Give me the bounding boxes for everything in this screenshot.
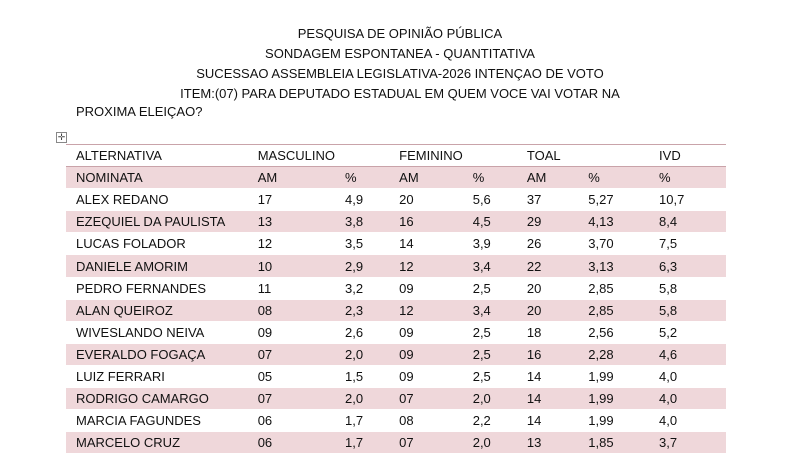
- value-cell: 3,4: [463, 255, 517, 277]
- value-cell: 2,0: [463, 432, 517, 454]
- value-cell: 2,56: [578, 321, 649, 343]
- value-cell: 37: [517, 189, 578, 211]
- value-cell: 2,9: [335, 255, 389, 277]
- candidate-name-cell: LUIZ FERRARI: [66, 365, 248, 387]
- header-cell: ALTERNATIVA: [66, 145, 248, 167]
- value-cell: 09: [389, 321, 463, 343]
- value-cell: 2,5: [463, 277, 517, 299]
- value-cell: 5,2: [649, 321, 726, 343]
- value-cell: 8,4: [649, 211, 726, 233]
- header-line-3: SUCESSAO ASSEMBLEIA LEGISLATIVA-2026 INTENÇAO DE VOTO: [196, 66, 604, 81]
- document-header: [0, 24, 800, 122]
- candidate-name-cell: EVERALDO FOGAÇA: [66, 343, 248, 365]
- value-cell: 1,99: [578, 410, 649, 432]
- value-cell: 20: [517, 299, 578, 321]
- value-cell: 14: [389, 233, 463, 255]
- value-cell: 07: [389, 432, 463, 454]
- value-cell: 1,85: [578, 432, 649, 454]
- header-cell: FEMININO: [389, 145, 463, 167]
- value-cell: 05: [248, 365, 335, 387]
- value-cell: 3,70: [578, 233, 649, 255]
- table-row: [66, 299, 726, 321]
- value-cell: 16: [389, 211, 463, 233]
- table-row: [66, 321, 726, 343]
- value-cell: 06: [248, 432, 335, 454]
- value-cell: 2,0: [463, 388, 517, 410]
- value-cell: 4,13: [578, 211, 649, 233]
- value-cell: 2,6: [335, 321, 389, 343]
- value-cell: 3,2: [335, 277, 389, 299]
- subheader-cell: %: [335, 167, 389, 189]
- value-cell: 2,5: [463, 321, 517, 343]
- value-cell: 29: [517, 211, 578, 233]
- value-cell: 1,7: [335, 432, 389, 454]
- value-cell: 7,5: [649, 233, 726, 255]
- value-cell: 06: [248, 410, 335, 432]
- header-cell: IVD: [649, 145, 726, 167]
- value-cell: 07: [248, 343, 335, 365]
- table-row: [66, 255, 726, 277]
- table-row: [66, 189, 726, 211]
- table-row: [66, 343, 726, 365]
- value-cell: 5,8: [649, 299, 726, 321]
- value-cell: 4,6: [649, 343, 726, 365]
- value-cell: 14: [517, 410, 578, 432]
- subheader-cell: %: [649, 167, 726, 189]
- group-header-row: [66, 145, 726, 167]
- value-cell: 14: [517, 365, 578, 387]
- candidate-name-cell: MARCIA FAGUNDES: [66, 410, 248, 432]
- value-cell: 2,3: [335, 299, 389, 321]
- value-cell: 2,85: [578, 299, 649, 321]
- candidate-name-cell: LUCAS FOLADOR: [66, 233, 248, 255]
- value-cell: 09: [248, 321, 335, 343]
- header-cell: [463, 145, 517, 167]
- candidate-name-cell: ALEX REDANO: [66, 189, 248, 211]
- header-line-1: PESQUISA DE OPINIÃO PÚBLICA: [297, 26, 503, 41]
- value-cell: 12: [389, 255, 463, 277]
- move-cross-icon[interactable]: ✛: [57, 132, 66, 142]
- value-cell: 4,9: [335, 189, 389, 211]
- table-row: [66, 211, 726, 233]
- candidate-name-cell: WIVESLANDO NEIVA: [66, 321, 248, 343]
- value-cell: 3,7: [649, 432, 726, 454]
- value-cell: 2,5: [463, 343, 517, 365]
- value-cell: 4,0: [649, 365, 726, 387]
- table-row: [66, 432, 726, 454]
- value-cell: 17: [248, 189, 335, 211]
- value-cell: 10: [248, 255, 335, 277]
- value-cell: 08: [248, 299, 335, 321]
- value-cell: 26: [517, 233, 578, 255]
- table-row: [66, 277, 726, 299]
- value-cell: 5,8: [649, 277, 726, 299]
- value-cell: 20: [517, 277, 578, 299]
- value-cell: 2,28: [578, 343, 649, 365]
- value-cell: 13: [517, 432, 578, 454]
- header-line-4: ITEM:(07) PARA DEPUTADO ESTADUAL EM QUEM VOCE VAI VOTAR NA: [180, 86, 620, 101]
- value-cell: 09: [389, 365, 463, 387]
- value-cell: 13: [248, 211, 335, 233]
- value-cell: 5,27: [578, 189, 649, 211]
- header-cell: TOAL: [517, 145, 578, 167]
- subheader-cell: NOMINATA: [66, 167, 248, 189]
- value-cell: 1,99: [578, 388, 649, 410]
- value-cell: 07: [389, 388, 463, 410]
- value-cell: 09: [389, 277, 463, 299]
- value-cell: 3,13: [578, 255, 649, 277]
- table-row: [66, 410, 726, 432]
- candidate-name-cell: PEDRO FERNANDES: [66, 277, 248, 299]
- value-cell: 6,3: [649, 255, 726, 277]
- value-cell: 2,5: [463, 365, 517, 387]
- candidate-name-cell: RODRIGO CAMARGO: [66, 388, 248, 410]
- value-cell: 18: [517, 321, 578, 343]
- value-cell: 08: [389, 410, 463, 432]
- candidate-name-cell: ALAN QUEIROZ: [66, 299, 248, 321]
- value-cell: 07: [248, 388, 335, 410]
- poll-table: [66, 144, 726, 454]
- value-cell: 16: [517, 343, 578, 365]
- value-cell: 1,99: [578, 365, 649, 387]
- header-cell: [578, 145, 649, 167]
- value-cell: 2,0: [335, 388, 389, 410]
- sub-header-row: [66, 167, 726, 189]
- value-cell: 3,4: [463, 299, 517, 321]
- header-line-5: PROXIMA ELEIÇAO?: [76, 104, 203, 119]
- subheader-cell: AM: [248, 167, 335, 189]
- value-cell: 2,2: [463, 410, 517, 432]
- value-cell: 11: [248, 277, 335, 299]
- candidate-name-cell: MARCELO CRUZ: [66, 432, 248, 454]
- value-cell: 2,85: [578, 277, 649, 299]
- candidate-name-cell: EZEQUIEL DA PAULISTA: [66, 211, 248, 233]
- value-cell: 4,0: [649, 388, 726, 410]
- value-cell: 3,5: [335, 233, 389, 255]
- value-cell: 2,0: [335, 343, 389, 365]
- value-cell: 1,5: [335, 365, 389, 387]
- value-cell: 10,7: [649, 189, 726, 211]
- table-row: [66, 388, 726, 410]
- value-cell: 3,8: [335, 211, 389, 233]
- header-line-2: SONDAGEM ESPONTANEA - QUANTITATIVA: [265, 46, 535, 61]
- subheader-cell: %: [578, 167, 649, 189]
- value-cell: 5,6: [463, 189, 517, 211]
- value-cell: 14: [517, 388, 578, 410]
- table-row: [66, 233, 726, 255]
- header-cell: [335, 145, 389, 167]
- value-cell: 22: [517, 255, 578, 277]
- subheader-cell: AM: [389, 167, 463, 189]
- table-row: [66, 365, 726, 387]
- value-cell: 12: [389, 299, 463, 321]
- value-cell: 20: [389, 189, 463, 211]
- value-cell: 3,9: [463, 233, 517, 255]
- value-cell: 4,0: [649, 410, 726, 432]
- value-cell: 09: [389, 343, 463, 365]
- value-cell: 4,5: [463, 211, 517, 233]
- header-cell: MASCULINO: [248, 145, 335, 167]
- value-cell: 12: [248, 233, 335, 255]
- candidate-name-cell: DANIELE AMORIM: [66, 255, 248, 277]
- value-cell: 1,7: [335, 410, 389, 432]
- subheader-cell: AM: [517, 167, 578, 189]
- subheader-cell: %: [463, 167, 517, 189]
